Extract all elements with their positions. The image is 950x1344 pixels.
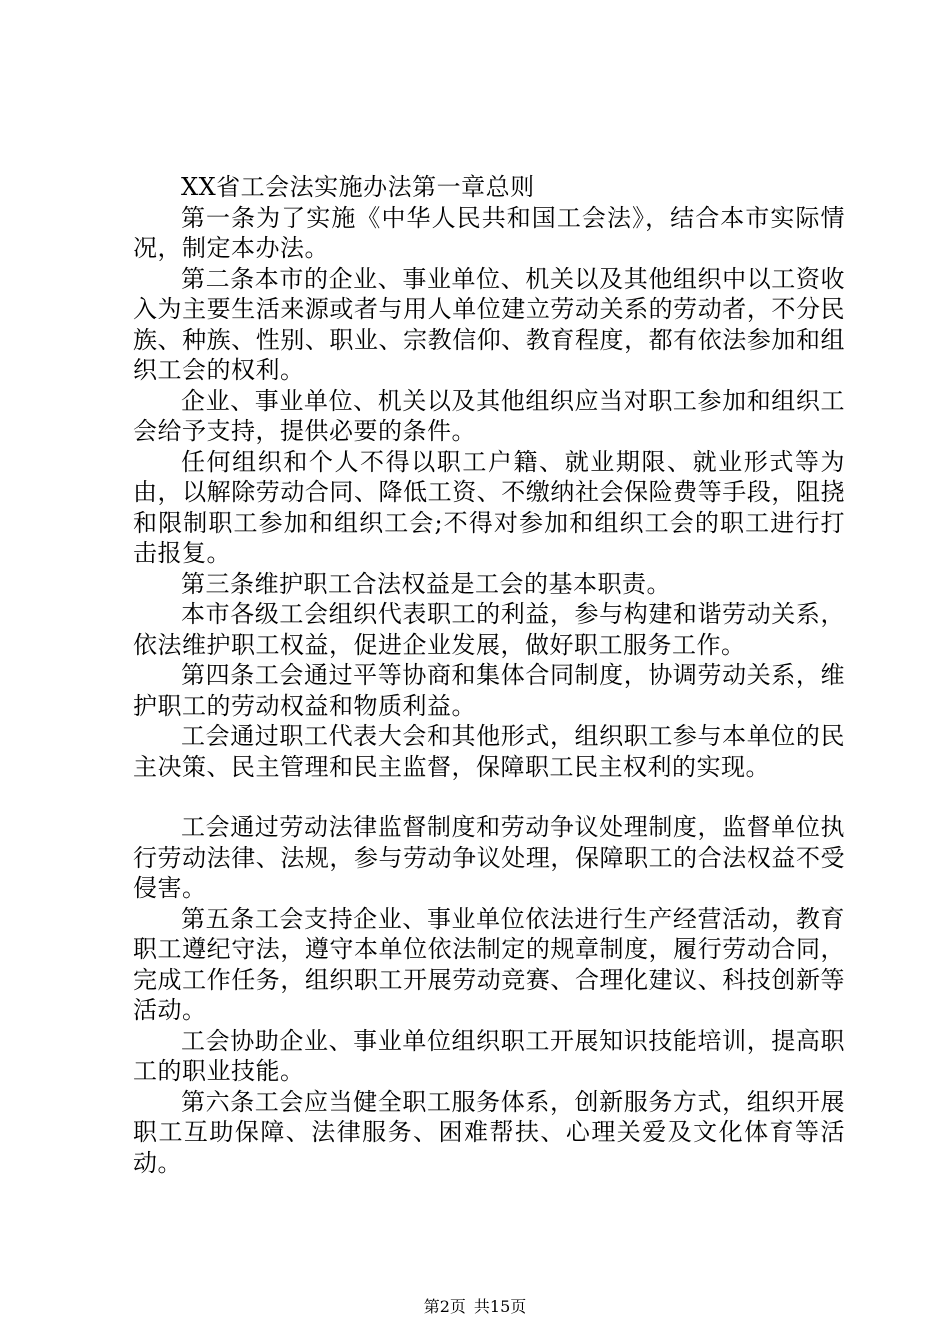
paragraph-gap [133, 782, 845, 812]
paragraph: 任何组织和个人不得以职工户籍、就业期限、就业形式等为由，以解除劳动合同、降低工资、不缴纳社会保险费等手段，阻挠和限制职工参加和组织工会;不得对参加和组织工会的职工进行打击报复。 [133, 447, 845, 567]
paragraph-article-4: 第四条工会通过平等协商和集体合同制度，协调劳动关系，维护职工的劳动权益和物质利益。 [133, 661, 845, 720]
paragraph-article-6: 第六条工会应当健全职工服务体系，创新服务方式，组织开展职工互助保障、法律服务、困难帮扶、心理关爱及文化体育等活动。 [133, 1087, 845, 1177]
document-body [133, 172, 845, 1178]
paragraph-article-5: 第五条工会支持企业、事业单位依法进行生产经营活动，教育职工遵纪守法，遵守本单位依法制定的规章制度，履行劳动合同，完成工作任务，组织职工开展劳动竞赛、合理化建议、科技创新等活动。 [133, 904, 845, 1024]
paragraph: 企业、事业单位、机关以及其他组织应当对职工参加和组织工会给予支持，提供必要的条件。 [133, 386, 845, 445]
paragraph-article-1: 第一条为了实施《中华人民共和国工会法》，结合本市实际情况，制定本办法。 [133, 203, 845, 262]
page-footer [0, 1297, 950, 1317]
paragraph: 本市各级工会组织代表职工的利益，参与构建和谐劳动关系，依法维护职工权益，促进企业发展，做好职工服务工作。 [133, 600, 845, 659]
total-pages: 共15页 [473, 1297, 527, 1316]
paragraph-article-3: 第三条维护职工合法权益是工会的基本职责。 [181, 569, 671, 598]
paragraph: 工会通过职工代表大会和其他形式，组织职工参与本单位的民主决策、民主管理和民主监督，保障职工民主权利的实现。 [133, 722, 845, 781]
paragraph-article-2: 第二条本市的企业、事业单位、机关以及其他组织中以工资收入为主要生活来源或者与用人单位建立劳动关系的劳动者，不分民族、种族、性别、职业、宗教信仰、教育程度，都有依法参加和组织工会的权利。 [133, 264, 845, 384]
paragraph: 工会协助企业、事业单位组织职工开展知识技能培训，提高职工的职业技能。 [133, 1026, 845, 1085]
page-number: 第2页 [423, 1297, 466, 1316]
document-title: XX省工会法实施办法第一章总则 [181, 173, 535, 201]
paragraph: 工会通过劳动法律监督制度和劳动争议处理制度，监督单位执行劳动法律、法规，参与劳动争议处理，保障职工的合法权益不受侵害。 [133, 813, 845, 902]
